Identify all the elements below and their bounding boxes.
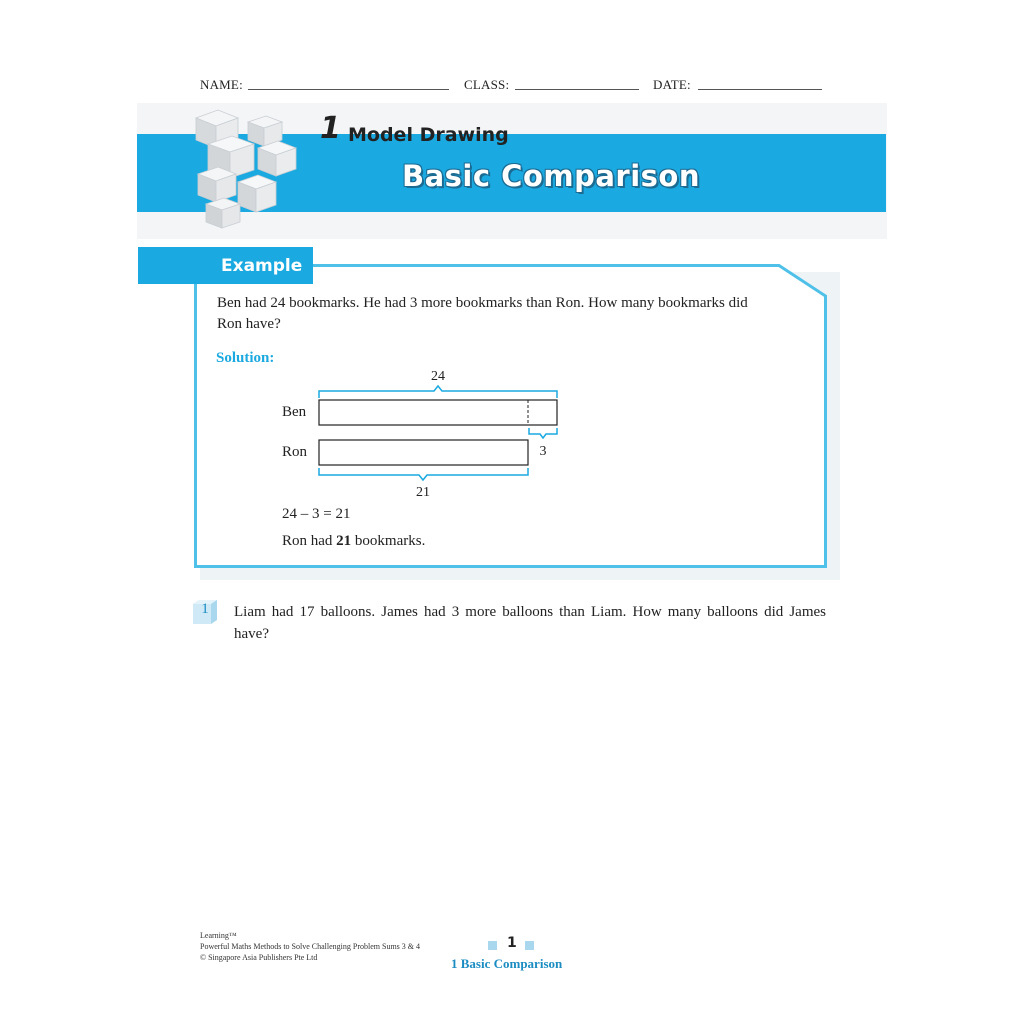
bar-model xyxy=(270,360,590,505)
footer-book-title: Powerful Maths Methods to Solve Challenging Problem Sums 3 & 4 xyxy=(200,942,420,951)
date-field-line[interactable] xyxy=(698,89,822,90)
question-text: Liam had 17 balloons. James had 3 more balloons than Liam. How many balloons did James have? xyxy=(234,604,826,642)
class-field-line[interactable] xyxy=(515,89,639,90)
footer-brand: Learning™ xyxy=(200,931,237,940)
name-field-line[interactable] xyxy=(248,89,449,90)
footer-square-left xyxy=(488,941,497,950)
footer-copyright: © Singapore Asia Publishers Pte Ltd xyxy=(200,953,318,962)
chapter-title: Model Drawing xyxy=(348,124,509,146)
example-question-line1: Ben had 24 bookmarks. He had 3 more bookmarks than Ron. How many bookmarks did xyxy=(217,295,748,311)
ron-bar xyxy=(319,440,528,465)
equation: 24 – 3 = 21 xyxy=(282,506,351,522)
model-difference: 3 xyxy=(539,444,547,459)
answer-sentence xyxy=(282,531,425,552)
top-brace xyxy=(319,386,557,398)
answer-value: 21 xyxy=(336,533,352,549)
answer-suffix: bookmarks. xyxy=(351,533,426,549)
ben-label: Ben xyxy=(282,404,307,420)
chapter-number: 1 xyxy=(320,111,341,146)
class-label: CLASS: xyxy=(464,77,510,92)
footer-section-title: 1 Basic Comparison xyxy=(451,956,563,971)
solution-label: Solution: xyxy=(216,350,275,366)
page-title: Basic Comparison xyxy=(402,159,700,193)
bottom-brace xyxy=(319,468,528,480)
ben-bar xyxy=(319,400,557,425)
example-question-line2: Ron have? xyxy=(217,316,281,332)
model-top-total: 24 xyxy=(431,369,445,384)
page-number: 1 xyxy=(507,935,517,951)
example-label: Example xyxy=(221,256,303,276)
cubes-illustration xyxy=(178,104,328,234)
question-number: 1 xyxy=(201,601,209,617)
model-bottom-total: 21 xyxy=(416,485,430,500)
difference-brace xyxy=(529,428,557,438)
footer-square-right xyxy=(525,941,534,950)
answer-prefix: Ron had xyxy=(282,533,337,549)
date-label: DATE: xyxy=(653,77,691,92)
ron-label: Ron xyxy=(282,444,308,460)
name-label: NAME: xyxy=(200,77,243,92)
